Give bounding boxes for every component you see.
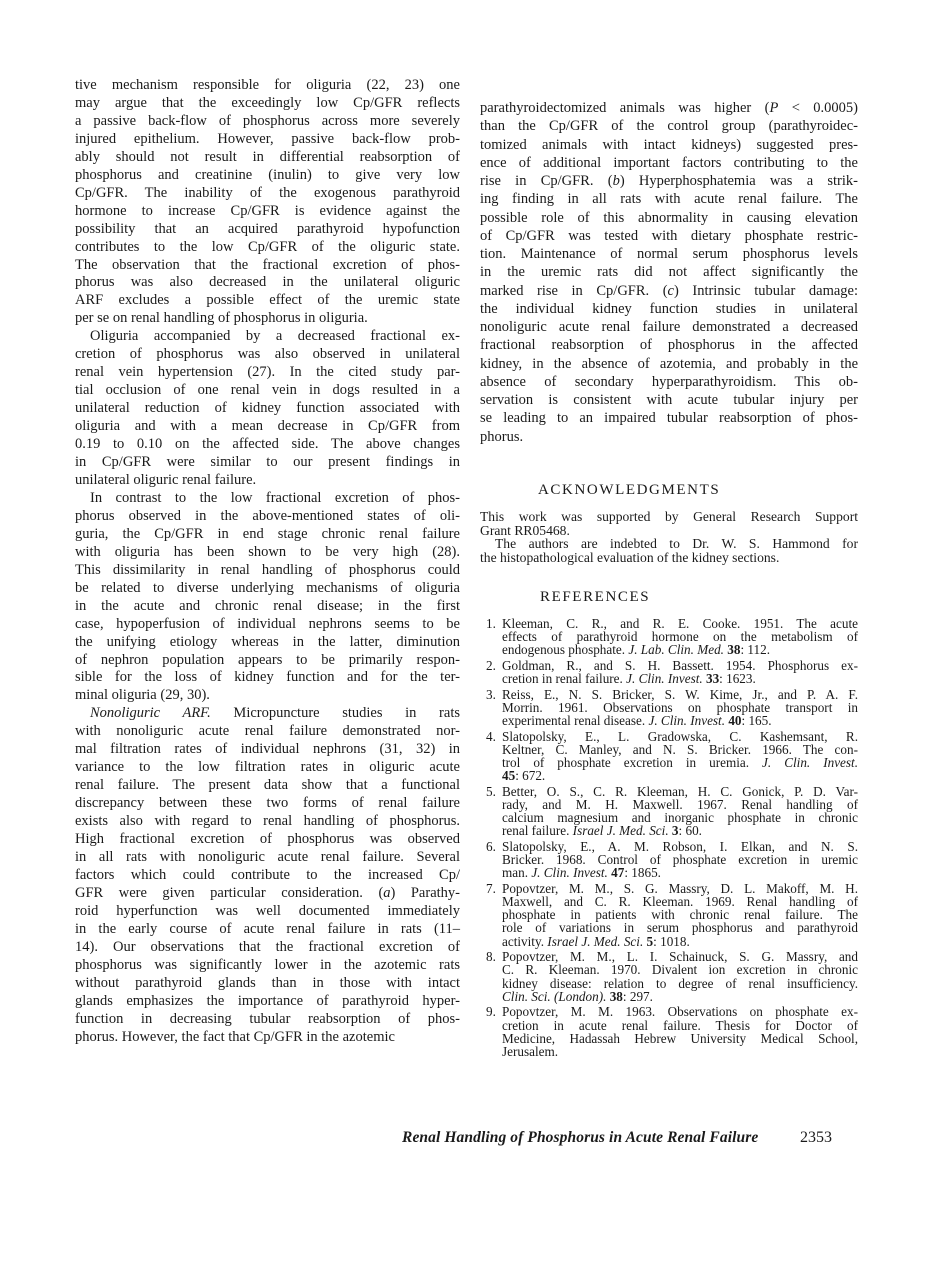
text-line: Cp/GFR. The inability of the exogenous parathyroid — [75, 184, 460, 201]
text-line: glands emphasizes the importance of parathyroid hyper- — [75, 992, 460, 1009]
reference-line: rady, and M. H. Maxwell. 1967. Renal handling of — [502, 797, 858, 812]
text-segment: : 112. — [740, 642, 771, 658]
paragraph — [75, 328, 460, 490]
text-segment: marked rise in Cp/GFR. ( — [480, 282, 668, 299]
text-line: phorus was also decreased in the unilateral oliguric — [75, 274, 460, 291]
italic-segment: a — [383, 884, 391, 901]
bold-segment: 45 — [502, 768, 516, 784]
text-line: than the Cp/GFR of the control group (parathyroidec- — [480, 118, 858, 135]
text-segment: : 165. — [741, 713, 772, 729]
text-line: oliguria and with a mean decrease in Cp/GFR from — [75, 418, 460, 435]
text-line: tive mechanism responsible for oliguria (22, 23) one — [75, 77, 460, 93]
text-line: ably should not result in differential reabsorption of — [75, 148, 460, 165]
text-line: The authors are indebted to Dr. W. S. Hammond for — [495, 536, 858, 552]
text-line: renal vein hypertension (27). In the cited study par- — [75, 364, 460, 381]
reference-line: cretion in acute renal failure. Thesis for Doctor of — [502, 1017, 858, 1033]
text-line: minal oliguria (29, 30). — [75, 687, 210, 704]
italic-segment: P — [769, 100, 779, 116]
text-line: ing finding in all rats with acute renal failure. The — [480, 191, 858, 208]
text-line: of nephron population appears to be primarily respon- — [75, 651, 460, 668]
text-line — [75, 885, 460, 903]
bold-segment: 40 — [728, 713, 742, 729]
text-line — [75, 705, 460, 723]
paragraph — [480, 99, 858, 446]
italic-segment: J. Lab. Clin. Med. — [628, 642, 724, 658]
text-line: unilateral oliguric renal failure. — [75, 471, 257, 488]
text-line: kidney, in the absence of azotemia, and probably in the — [480, 355, 858, 372]
italic-segment: J. Clin. Invest. — [531, 865, 608, 881]
text-segment: Micropuncture studies in rats — [210, 705, 460, 722]
reference-number: 8. — [486, 949, 496, 965]
reference-number: 6. — [486, 838, 496, 854]
text-line: the histopathological evaluation of the kidney sections. — [480, 549, 780, 565]
text-line: with oliguria has been shown to be very high (28). — [75, 543, 460, 560]
reference-line: phosphate in patients with chronic renal failure. The — [502, 907, 858, 923]
reference-line: Popovtzer, M. M., L. I. Schainuck, S. G. Massry, and — [502, 949, 858, 965]
italic-segment: Clin. Sci. (London). — [502, 988, 607, 1004]
text-segment: man. — [502, 865, 532, 881]
text-line: contributes to the low Cp/GFR of the oliguric state. — [75, 238, 460, 255]
text-segment: ) Parathy- — [390, 884, 460, 901]
bold-segment: 33 — [705, 671, 720, 687]
text-line: fractional reabsorption of phosphorus in the affected — [480, 337, 858, 354]
text-line: This work was supported by General Research Support — [480, 509, 858, 524]
reference-item — [480, 615, 858, 658]
acknowledgments-body — [480, 508, 858, 565]
reference-line: Jerusalem. — [502, 1043, 559, 1059]
text-line: In contrast to the low fractional excretion of phos- — [90, 489, 460, 506]
text-line: the individual kidney function studies in unilateral — [480, 300, 858, 317]
text-line: a passive back-flow of phosphorus across more severely — [75, 112, 460, 129]
text-line: phorus observed in the above-mentioned states of oli- — [75, 507, 460, 524]
reference-number: 7. — [486, 880, 496, 896]
text-line: The observation that the fractional excretion of phos- — [75, 256, 460, 273]
reference-number: 5. — [486, 783, 496, 799]
text-line: cretion of phosphorus was also observed in unilateral — [75, 346, 460, 363]
text-segment: trol of phosphate excretion in uremia. — [502, 755, 763, 771]
reference-number: 4. — [486, 728, 496, 744]
reference-number: 2. — [486, 657, 496, 673]
reference-item — [480, 657, 858, 687]
reference-item — [480, 1003, 858, 1059]
text-line: discrepancy between these two forms of renal failure — [75, 795, 460, 812]
reference-line: kidney disease: relation to degree of renal insufficiency. — [502, 975, 858, 991]
italic-segment: c — [667, 282, 674, 299]
reference-line: Kleeman, C. R., and R. E. Cooke. 1951. The acute — [502, 616, 858, 631]
reference-line — [502, 754, 859, 771]
text-segment: activity. — [502, 933, 548, 949]
text-segment: : 297. — [622, 988, 653, 1004]
italic-segment: J. Clin. Invest. — [626, 671, 703, 687]
text-line: 14). Our observations that the fractional excretion of — [75, 938, 460, 955]
italic-segment: Israel J. Med. Sci. — [547, 933, 644, 949]
text-line: without parathyroid glands than in those with intact — [75, 974, 460, 991]
text-line: injured epithelium. However, passive back-flow prob- — [75, 130, 460, 147]
text-line: roid hyperfunction was well documented immediately — [75, 902, 460, 919]
text-line: per se on renal handling of phosphorus in oliguria. — [75, 310, 368, 327]
paragraph — [480, 535, 858, 565]
text-line: be related to diverse underlying mechanisms of oliguria — [75, 579, 460, 596]
text-segment: rise in Cp/GFR. ( — [480, 173, 613, 189]
text-line: servation is consistent with acute tubular injury per — [480, 392, 858, 408]
text-line: 0.19 to 0.10 on the affected side. The above changes — [75, 436, 460, 453]
text-line: possibility that an acquired parathyroid hypofunction — [75, 220, 460, 237]
bold-segment: 38 — [727, 642, 741, 658]
text-line: mal filtration rates of individual nephrons (31, 32) in — [75, 741, 460, 758]
text-line: in the early course of acute renal failure in rats (11– — [75, 920, 460, 937]
text-line: the unifying etiology whereas in the latter, diminution — [75, 633, 460, 650]
text-line: tial occlusion of one renal vein in dogs resulted in a — [75, 382, 460, 399]
reference-number: 3. — [486, 686, 496, 702]
text-line: Oliguria accompanied by a decreased fractional ex- — [90, 328, 460, 345]
text-segment: GFR were given particular consideration. ( — [75, 884, 384, 901]
reference-line: Popovtzer, M. M., S. G. Massry, D. L. Makoff, M. H. — [502, 880, 858, 896]
text-line: phorus. — [480, 428, 524, 445]
reference-line: Keltner, C. Manley, and N. S. Bricker. 1966. The con- — [502, 741, 858, 757]
reference-line: Popovtzer, M. M. 1963. Observations on phosphate ex- — [502, 1004, 858, 1020]
bold-segment: 5 — [646, 933, 654, 949]
references-heading: REFERENCES — [540, 589, 651, 605]
text-segment: parathyroidectomized animals was higher ( — [480, 100, 770, 116]
reference-line: Reiss, E., N. S. Bricker, S. W. Kime, Jr., and P. A. F. — [502, 686, 858, 702]
reference-line: calcium magnesium and inorganic phosphate in chronic — [502, 810, 858, 826]
reference-line: C. R. Kleeman. 1970. Divalent ion excretion in chronic — [502, 962, 858, 978]
reference-item — [480, 783, 858, 839]
text-line: High fractional excretion of phosphorus was observed — [75, 831, 460, 848]
text-line: phosphorus was significantly lower in the azotemic rats — [75, 956, 460, 973]
text-line: renal failure. The present data show that a functional — [75, 777, 460, 794]
text-line: in Cp/GFR were similar to our present findings in — [75, 454, 460, 471]
reference-line: role of variations in serum phosphorus and parathyroid — [502, 920, 858, 936]
reference-line: Maxwell, and C. R. Kleeman. 1969. Renal handling of — [502, 894, 858, 910]
reference-number: 9. — [486, 1004, 496, 1020]
text-segment: ) Intrinsic tubular damage: — [673, 282, 858, 299]
text-line: tomized animals with intact kidneys) suggested pres- — [480, 136, 858, 153]
text-line: tion. Maintenance of normal serum phosphorus levels — [480, 246, 858, 262]
text-line: phorus. However, the fact that Cp/GFR in the azotemic — [75, 1028, 395, 1045]
text-segment: < 0.0005) — [778, 100, 858, 116]
text-line: sible for the loss of kidney function and for the ter- — [75, 669, 460, 686]
italic-segment: b — [612, 173, 620, 189]
bold-segment: 47 — [611, 865, 625, 881]
reference-item — [480, 686, 858, 729]
text-segment: : 1865. — [624, 865, 661, 881]
text-line: of Cp/GFR was tested with dietary phosphate restric- — [480, 227, 858, 244]
paragraph — [75, 77, 460, 328]
text-line: variance to the low filtration rates in oliguric acute — [75, 759, 460, 776]
text-segment: experimental renal disease. — [502, 713, 649, 729]
text-line: case, hypoperfusion of individual nephrons seems to be — [75, 615, 460, 632]
italic-segment: Israel J. Med. Sci. — [572, 823, 669, 839]
reference-line: Morrin. 1961. Observations on phosphate transport in — [502, 699, 858, 715]
text-segment: : 1623. — [719, 671, 756, 687]
text-line — [480, 172, 858, 190]
text-line: in the uremic rats did not affect significantly the — [480, 264, 858, 281]
right-text-column — [480, 99, 858, 446]
text-line: This dissimilarity in renal handling of phosphorus could — [75, 561, 460, 578]
italic-segment: J. Clin. Invest. — [648, 713, 726, 729]
text-segment: : 1018. — [653, 933, 690, 949]
reference-line: Slatopolsky, E., L. Gradowska, C. Kashemsant, R. — [502, 728, 858, 744]
text-line: Grant RR05468. — [480, 522, 570, 538]
text-segment: : 672. — [515, 768, 546, 784]
reference-line: effects of parathyroid hormone on the metabolism of — [502, 629, 858, 645]
text-line: se leading to an impaired tubular reabsorption of phos- — [480, 410, 858, 427]
text-line: ARF excludes a possible effect of the uremic state — [75, 292, 460, 309]
text-line: unilateral reduction of kidney function associated with — [75, 400, 460, 417]
reference-item — [480, 728, 859, 784]
reference-item — [480, 838, 858, 881]
text-line: hormone to increase Cp/GFR is evidence against the — [75, 202, 460, 219]
italic-segment: Nonoliguric ARF. — [90, 705, 211, 722]
references-list — [480, 615, 858, 1059]
text-line: may argue that the exceedingly low Cp/GFR reflects — [75, 94, 460, 111]
text-line: in all rats with nonoliguric acute renal failure. Several — [75, 848, 460, 865]
reference-line: Better, O. S., C. R. Kleeman, H. C. Gonick, P. D. Var- — [502, 783, 858, 799]
text-line: exists also with regard to renal handling of phosphorus. — [75, 813, 460, 830]
paragraph — [75, 490, 460, 705]
text-line — [480, 282, 858, 300]
reference-line: Goldman, R., and S. H. Bassett. 1954. Phosphorus ex- — [502, 657, 858, 673]
left-text-column — [75, 77, 460, 1046]
text-line: factors which could contribute to the increased Cp/ — [75, 866, 460, 883]
paragraph — [480, 508, 858, 538]
text-segment: ) Hyperphosphatemia was a strik- — [619, 173, 858, 189]
reference-line: Medicine, Hadassah Hebrew University Medical School, — [502, 1030, 858, 1046]
text-segment: endogenous phosphate. — [502, 642, 629, 658]
text-line: in the acute and chronic renal disease; in the first — [75, 597, 460, 614]
bold-segment: 3 — [671, 823, 679, 839]
text-line: phosphorus and creatinine (inulin) to give very low — [75, 166, 460, 183]
text-line: nonoliguric acute renal failure demonstrated a decreased — [480, 319, 858, 335]
reference-number: 1. — [486, 616, 496, 631]
bold-segment: 38 — [609, 988, 623, 1004]
reference-item — [480, 880, 858, 949]
text-line: with nonoliguric acute renal failure demonstrated nor- — [75, 723, 460, 740]
paragraph — [75, 705, 460, 1046]
page-number: 2353 — [800, 1129, 832, 1146]
text-segment: cretion in renal failure. — [502, 671, 627, 687]
text-segment: renal failure. — [502, 823, 573, 839]
text-line: ence of additional important factors contributing to the — [480, 154, 858, 171]
reference-line: Bricker. 1968. Control of phosphate excretion in uremic — [502, 852, 858, 868]
reference-line: Slatopolsky, E., A. M. Robson, I. Elkan, and N. S. — [502, 838, 858, 854]
text-line: possible role of this abnormality in causing elevation — [480, 209, 858, 226]
italic-segment: J. Clin. Invest. — [762, 755, 859, 771]
reference-item — [480, 948, 858, 1004]
running-title: Renal Handling of Phosphorus in Acute Renal Failure — [402, 1129, 759, 1146]
text-line: function in decreasing tubular reabsorption of phos- — [75, 1010, 460, 1027]
acknowledgments-heading: ACKNOWLEDGMENTS — [538, 482, 721, 498]
text-line: guria, the Cp/GFR in end stage chronic renal failure — [75, 525, 460, 542]
text-line: absence of secondary hyperparathyroidism. This ob- — [480, 373, 858, 390]
text-segment: : 60. — [678, 823, 702, 839]
text-line — [480, 99, 858, 117]
